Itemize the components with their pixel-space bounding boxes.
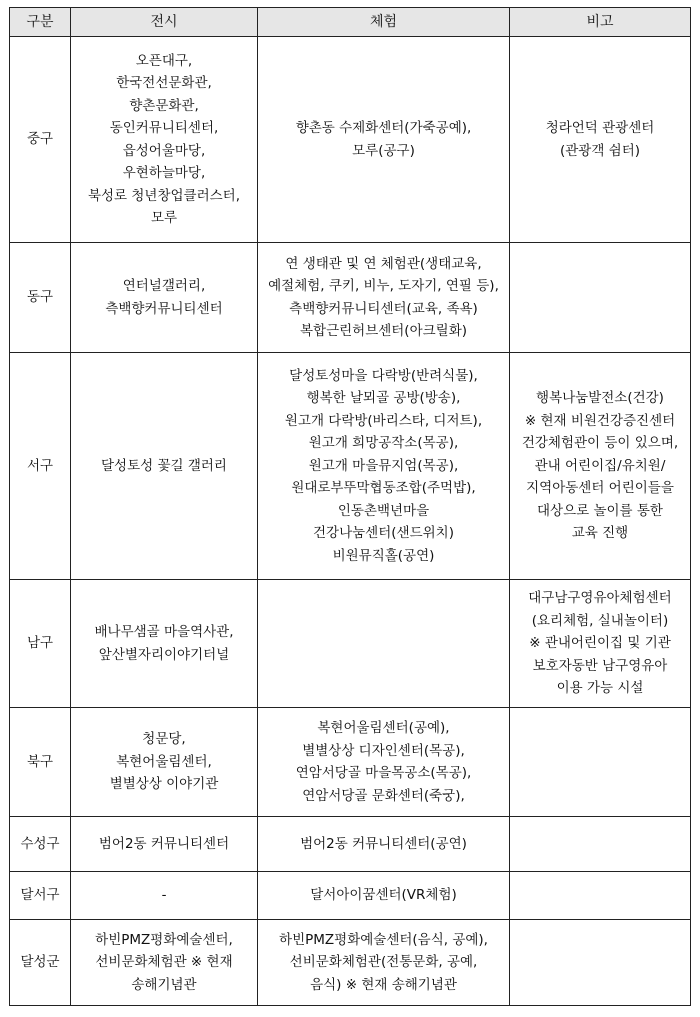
table-row [10,920,691,1006]
table-row [10,37,691,243]
exhibition-cell: 배나무샘골 마을역사관, 앞산별자리이야기터널 [71,580,258,708]
remarks-cell: 대구남구영유아체험센터 (요리체험, 실내놀이터) ※ 관내어린이집 및 기관 보호자동반 남구영유아 이용 가능 시설 [510,580,691,708]
remarks-cell [510,708,691,817]
experience-cell: 향촌동 수제화센터(가죽공예), 모루(공구) [258,37,510,243]
district-cell: 수성구 [10,817,71,872]
header-experience: 체험 [258,8,510,37]
district-cell: 중구 [10,37,71,243]
exhibition-cell: 달성토성 꽃길 갤러리 [71,353,258,580]
remarks-cell [510,243,691,353]
header-exhibition: 전시 [71,8,258,37]
experience-cell: 연 생태관 및 연 체험관(생태교육, 예절체험, 쿠키, 비누, 도자기, 연필 등), 측백향커뮤니티센터(교육, 족욕) 복합근린허브센터(아크릴화) [258,243,510,353]
experience-cell: 범어2동 커뮤니티센터(공연) [258,817,510,872]
exhibition-cell: 연터널갤러리, 측백향커뮤니티센터 [71,243,258,353]
table-row [10,243,691,353]
table-row [10,580,691,708]
remarks-cell [510,872,691,920]
district-cell: 서구 [10,353,71,580]
remarks-cell: 행복나눔발전소(건강) ※ 현재 비원건강증진센터 건강체험관이 등이 있으며, 관내 어린이집/유치원/ 지역아동센터 어린이들을 대상으로 놀이를 통한 교육 진행 [510,353,691,580]
experience-cell: 하빈PMZ평화예술센터(음식, 공예), 선비문화체험관(전통문화, 공예, 음식) ※ 현재 송해기념관 [258,920,510,1006]
remarks-cell [510,920,691,1006]
experience-cell: 달성토성마을 다락방(반려식물), 행복한 날뫼골 공방(방송), 원고개 다락방(바리스타, 디저트), 원고개 희망공작소(목공), 원고개 마을뮤지엄(목공), 원대로부뚜막협동조합(주먹밥), 인동촌백년마을 건강나눔센터(샌드위치) 비원뮤직홀(공연) [258,353,510,580]
experience-cell: 복현어울림센터(공예), 별별상상 디자인센터(목공), 연암서당골 마을목공소(목공), 연암서당골 문화센터(죽궁), [258,708,510,817]
table-row [10,708,691,817]
remarks-cell [510,817,691,872]
table-row [10,872,691,920]
exhibition-cell: 범어2동 커뮤니티센터 [71,817,258,872]
district-cell: 달성군 [10,920,71,1006]
table-row [10,817,691,872]
header-district: 구분 [10,8,71,37]
experience-cell: 달서아이꿈센터(VR체험) [258,872,510,920]
district-cell: 남구 [10,580,71,708]
district-cell: 동구 [10,243,71,353]
district-cell: 달서구 [10,872,71,920]
district-cell: 북구 [10,708,71,817]
remarks-cell: 청라언덕 관광센터 (관광객 쉼터) [510,37,691,243]
exhibition-cell: 오픈대구, 한국전선문화관, 향촌문화관, 동인커뮤니티센터, 읍성어울마당, 우현하늘마당, 북성로 청년창업클러스터, 모루 [71,37,258,243]
exhibition-cell: 하빈PMZ평화예술센터, 선비문화체험관 ※ 현재 송해기념관 [71,920,258,1006]
exhibition-cell: - [71,872,258,920]
facility-table [9,7,691,1006]
header-remarks: 비고 [510,8,691,37]
table-row [10,353,691,580]
experience-cell [258,580,510,708]
header-row [10,8,691,37]
exhibition-cell: 청문당, 복현어울림센터, 별별상상 이야기관 [71,708,258,817]
